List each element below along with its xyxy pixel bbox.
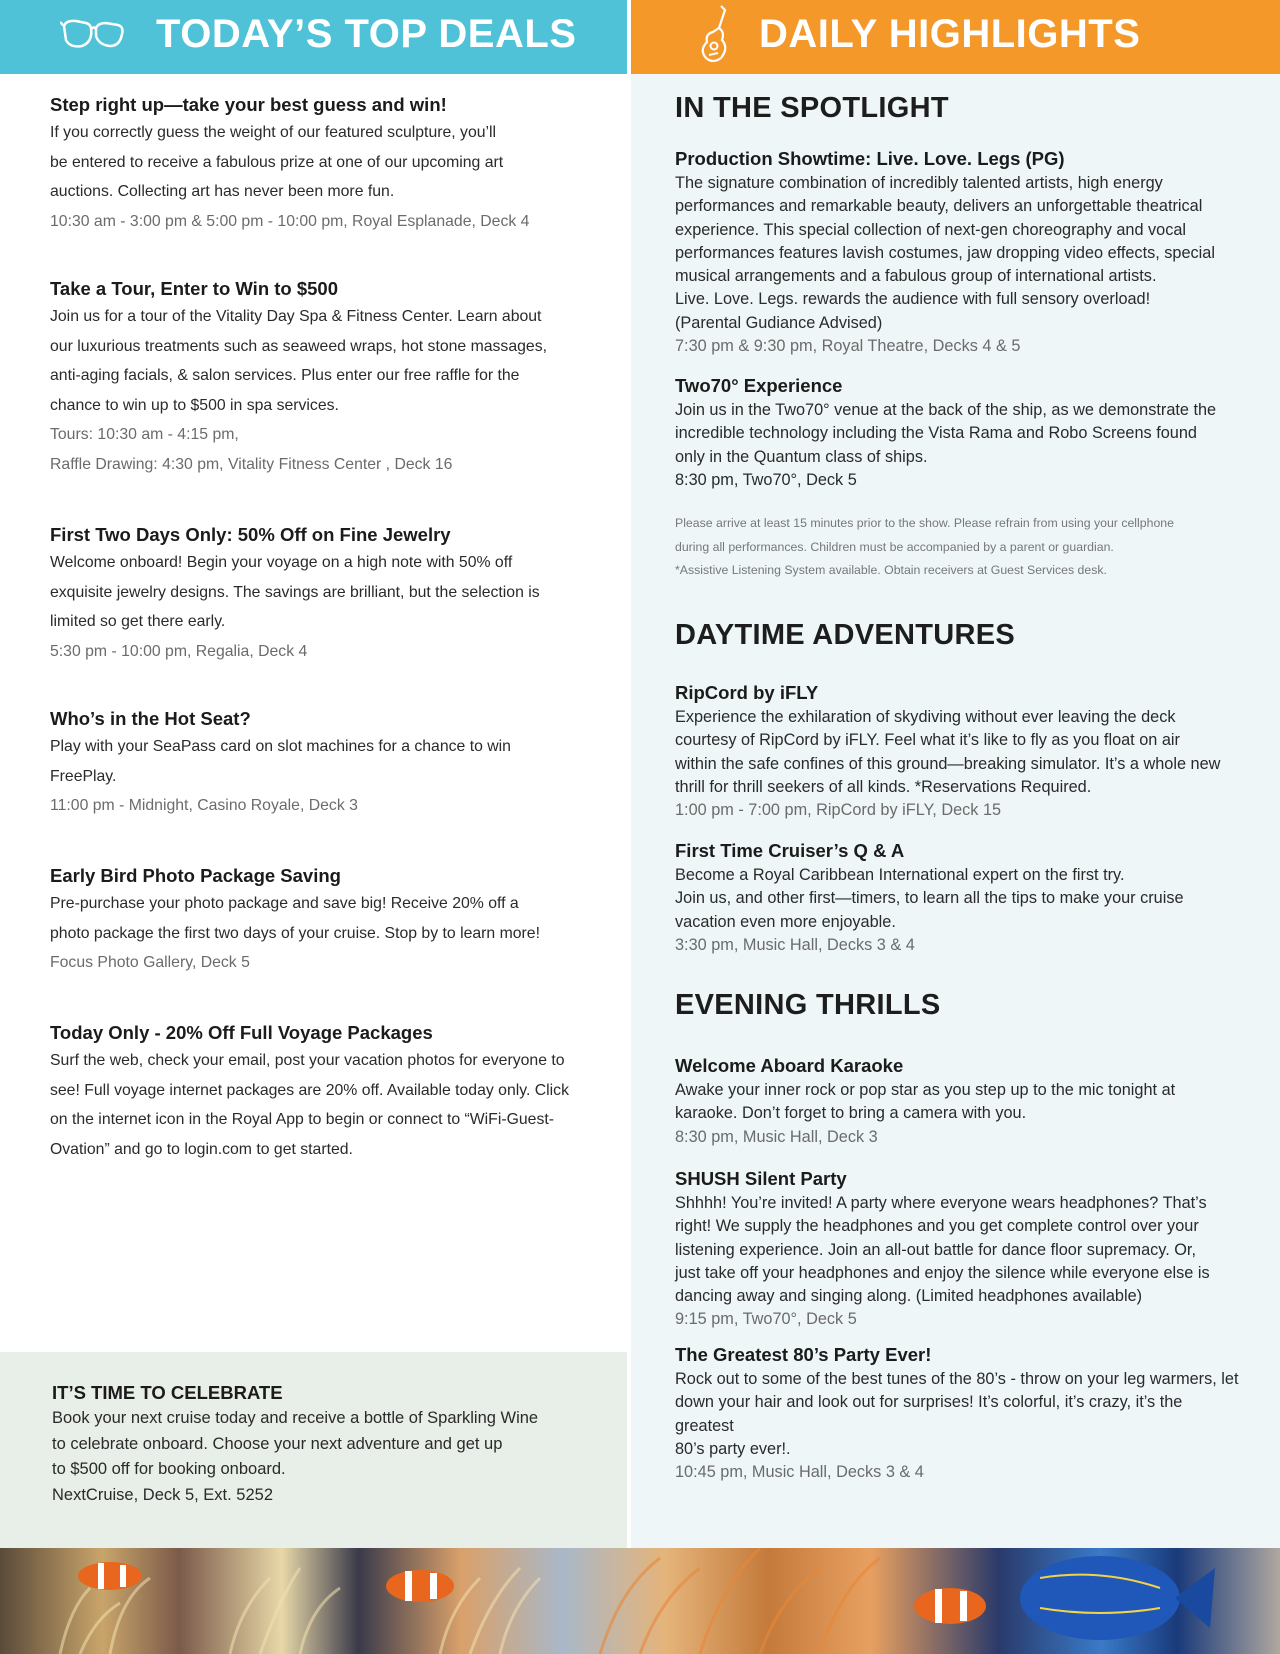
- deal-body-line: our luxurious treatments such as seaweed wraps, hot stone massages,: [50, 337, 547, 355]
- event-body-line: dancing away and singing along. (Limited headphones available): [675, 1287, 1143, 1306]
- celebrate-title: IT’S TIME TO CELEBRATE: [52, 1382, 283, 1403]
- deal-body-line: limited so get there early.: [50, 613, 226, 630]
- deal-body-line: If you correctly guess the weight of our featured sculpture, you’ll: [50, 124, 497, 141]
- daytime-heading: DAYTIME ADVENTURES: [675, 619, 1016, 651]
- deal-body-line: Pre-purchase your photo package and save big! Receive 20% off a: [50, 895, 519, 912]
- deal-body-line: auctions. Collecting art has never been more fun.: [50, 183, 395, 200]
- note-line: Please arrive at least 15 minutes prior to the show. Please refrain from using your cellphone: [675, 516, 1174, 530]
- show-notes: [675, 512, 1245, 583]
- deal-time: 5:30 pm - 10:00 pm, Regalia, Deck 4: [50, 642, 308, 660]
- deal-item: [50, 706, 590, 821]
- celebrate-line: to celebrate onboard. Choose your next adventure and get up: [52, 1434, 503, 1453]
- event-body-line: (Parental Gudiance Advised): [675, 313, 883, 332]
- event-body-line: performances and remarkable beauty, delivers an unforgettable theatrical: [675, 197, 1203, 216]
- event-body-line: 8:30 pm, Two70°, Deck 5: [675, 470, 857, 489]
- event-title: SHUSH Silent Party: [675, 1168, 847, 1189]
- deal-item: [50, 522, 590, 666]
- coral-reef-illustration: [0, 1548, 1280, 1654]
- deal-body-line: Welcome onboard! Begin your voyage on a high note with 50% off: [50, 554, 513, 571]
- event-body-line: The signature combination of incredibly talented artists, high energy: [675, 174, 1163, 192]
- event-body-line: Become a Royal Caribbean International expert on the first try.: [675, 866, 1125, 884]
- event-body-line: down your hair and look out for surprises! It’s colorful, it’s crazy, it’s the greatest: [675, 1393, 1183, 1435]
- deal-body-line: Join us for a tour of the Vitality Day Spa & Fitness Center. Learn about: [50, 308, 542, 325]
- event-time: 7:30 pm & 9:30 pm, Royal Theatre, Decks 4 & 5: [675, 337, 1021, 356]
- blue-tang-fish-icon: [1020, 1556, 1215, 1640]
- daytime-event: [675, 838, 1245, 957]
- deal-item: [50, 276, 590, 479]
- daily-highlights-title: DAILY HIGHLIGHTS: [759, 12, 1141, 56]
- event-body-line: just take off your headphones and enjoy the silence while everyone else is: [675, 1263, 1210, 1282]
- daily-highlights-header: [631, 0, 1280, 74]
- event-time: 9:15 pm, Two70°, Deck 5: [675, 1310, 857, 1329]
- event-title: Two70° Experience: [675, 375, 843, 396]
- spotlight-event: [675, 373, 1245, 492]
- celebrate-line: to $500 off for booking onboard.: [52, 1460, 286, 1478]
- event-body-line: within the safe confines of this ground—breaking simulator. It’s a whole new: [675, 754, 1221, 773]
- deal-time: 10:30 am - 3:00 pm & 5:00 pm - 10:00 pm, Royal Esplanade, Deck 4: [50, 212, 530, 230]
- celebrate-box: [0, 1352, 627, 1548]
- spotlight-event: [675, 146, 1245, 358]
- deal-body-line: exquisite jewelry designs. The savings are brilliant, but the selection is: [50, 583, 540, 601]
- celebrate-line: Book your next cruise today and receive a bottle of Sparkling Wine: [52, 1409, 539, 1427]
- deal-body-line: FreePlay.: [50, 767, 117, 785]
- event-time: 1:00 pm - 7:00 pm, RipCord by iFLY, Deck 15: [675, 801, 1002, 820]
- event-body-line: Join us, and other first—timers, to learn all the tips to make your cruise: [675, 889, 1184, 908]
- deal-body-line: Play with your SeaPass card on slot machines for a chance to win: [50, 738, 511, 755]
- deal-item: [50, 92, 590, 236]
- evening-event: [675, 1053, 1245, 1149]
- daytime-event: [675, 680, 1245, 822]
- deal-title: Take a Tour, Enter to Win to $500: [50, 278, 339, 299]
- event-body-line: right! We supply the headphones and you get complete control over your: [675, 1217, 1199, 1236]
- event-body-line: Awake your inner rock or pop star as you step up to the mic tonight at: [675, 1081, 1176, 1099]
- celebrate-line: NextCruise, Deck 5, Ext. 5252: [52, 1485, 274, 1504]
- event-time: 10:45 pm, Music Hall, Decks 3 & 4: [675, 1463, 924, 1482]
- event-body-line: Live. Love. Legs. rewards the audience with full sensory overload!: [675, 290, 1151, 309]
- top-deals-title: TODAY’S TOP DEALS: [156, 12, 577, 56]
- deal-body-line: photo package the first two days of your cruise. Stop by to learn more!: [50, 924, 540, 942]
- clownfish-icon: [386, 1570, 454, 1602]
- event-title: RipCord by iFLY: [675, 682, 819, 703]
- event-body-line: Experience the exhilaration of skydiving without ever leaving the deck: [675, 708, 1176, 726]
- deal-time: 11:00 pm - Midnight, Casino Royale, Deck 3: [50, 797, 358, 814]
- deal-time: Focus Photo Gallery, Deck 5: [50, 954, 250, 971]
- deal-time: Tours: 10:30 am - 4:15 pm,: [50, 426, 239, 443]
- event-body-line: Join us in the Two70° venue at the back of the ship, as we demonstrate the: [675, 401, 1217, 419]
- guitar-icon: [699, 4, 733, 71]
- deal-title: Step right up—take your best guess and win!: [50, 94, 447, 115]
- top-deals-header: [0, 0, 627, 74]
- deal-item: [50, 1020, 590, 1164]
- event-title: The Greatest 80’s Party Ever!: [675, 1344, 932, 1365]
- top-deals-column: [0, 74, 627, 1352]
- event-body-line: vacation even more enjoyable.: [675, 912, 896, 931]
- clownfish-icon: [78, 1562, 142, 1590]
- event-body-line: experience. This special collection of next-gen choreography and vocal: [675, 220, 1187, 239]
- note-line: *Assistive Listening System available. Obtain receivers at Guest Services desk.: [675, 563, 1107, 577]
- event-body-line: incredible technology including the Vista Rama and Robo Screens found: [675, 424, 1197, 443]
- event-body-line: thrill for thrill seekers of all kinds. *Reservations Required.: [675, 777, 1092, 796]
- deal-time: Raffle Drawing: 4:30 pm, Vitality Fitness Center , Deck 16: [50, 455, 453, 473]
- event-title: Welcome Aboard Karaoke: [675, 1055, 904, 1076]
- event-title: Production Showtime: Live. Love. Legs (PG): [675, 148, 1065, 169]
- deal-body-line: be entered to receive a fabulous prize at one of our upcoming art: [50, 153, 504, 171]
- event-body-line: listening experience. Join an all-out battle for dance floor supremacy. Or,: [675, 1240, 1196, 1259]
- event-body-line: Rock out to some of the best tunes of the 80’s - throw on your leg warmers, let: [675, 1370, 1239, 1388]
- deal-body-line: Surf the web, check your email, post your vacation photos for everyone to: [50, 1052, 565, 1069]
- event-title: First Time Cruiser’s Q & A: [675, 840, 905, 861]
- note-line: during all performances. Children must be accompanied by a parent or guardian.: [675, 539, 1114, 554]
- deal-body-line: Ovation” and go to login.com to get started.: [50, 1140, 353, 1158]
- deal-title: First Two Days Only: 50% Off on Fine Jewelry: [50, 524, 451, 545]
- event-body-line: only in the Quantum class of ships.: [675, 447, 928, 466]
- deal-title: Who’s in the Hot Seat?: [50, 708, 251, 729]
- event-body-line: 80’s party ever!.: [675, 1439, 791, 1458]
- spotlight-heading: IN THE SPOTLIGHT: [675, 92, 949, 124]
- deal-body-line: see! Full voyage internet packages are 20% off. Available today only. Click: [50, 1081, 569, 1099]
- deal-body-line: on the internet icon in the Royal App to begin or connect to “WiFi-Guest-: [50, 1111, 555, 1128]
- deal-title: Early Bird Photo Package Saving: [50, 865, 341, 886]
- event-body-line: Shhhh! You’re invited! A party where everyone wears headphones? That’s: [675, 1194, 1207, 1212]
- evening-event: [675, 1342, 1245, 1484]
- event-body-line: karaoke. Don’t forget to bring a camera with you.: [675, 1104, 1027, 1123]
- deal-title: Today Only - 20% Off Full Voyage Packages: [50, 1022, 433, 1043]
- evening-event: [675, 1166, 1245, 1332]
- daily-highlights-column: [631, 74, 1280, 1548]
- event-time: 8:30 pm, Music Hall, Deck 3: [675, 1127, 878, 1146]
- event-body-line: performances features lavish costumes, jaw dropping video effects, special: [675, 243, 1215, 262]
- deal-item: [50, 863, 590, 978]
- deal-body-line: anti-aging facials, & salon services. Plus enter our free raffle for the: [50, 367, 520, 384]
- evening-heading: EVENING THRILLS: [675, 989, 941, 1021]
- event-time: 3:30 pm, Music Hall, Decks 3 & 4: [675, 935, 915, 954]
- coral-reef-banner: [0, 1548, 1280, 1654]
- deal-body-line: chance to win up to $500 in spa services.: [50, 396, 339, 414]
- clownfish-icon: [914, 1588, 986, 1624]
- sunglasses-icon: [60, 14, 126, 59]
- event-body-line: courtesy of RipCord by iFLY. Feel what it’s like to fly as you float on air: [675, 731, 1180, 750]
- event-body-line: musical arrangements and a fabulous group of international artists.: [675, 267, 1157, 286]
